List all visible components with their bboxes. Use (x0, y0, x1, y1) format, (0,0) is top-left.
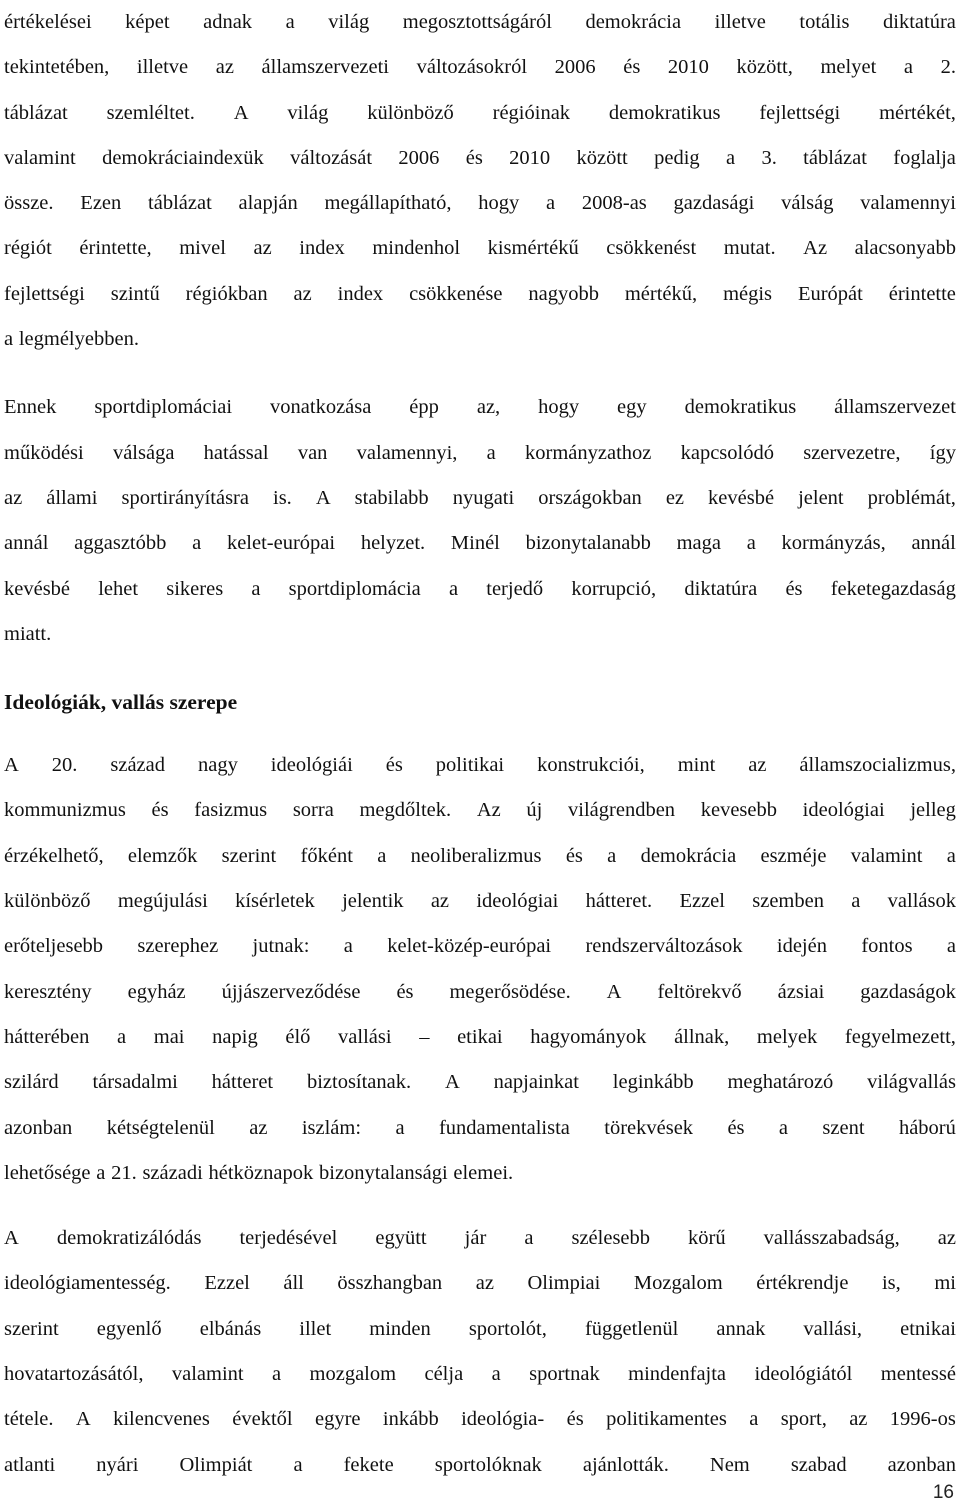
text-line: különböző megújulási kísérletek jelentik az ideológiai hátteret. Ezzel szemben a vallások (4, 890, 956, 913)
text-line: értékelései képet adnak a világ megosztottságáról demokrácia illetve totális diktatúra (4, 11, 956, 33)
text-line: annál aggasztóbb a kelet-európai helyzet. Minél bizonytalanabb maga a kormányzás, annál (4, 532, 956, 555)
paragraph-olympic-movement (4, 1216, 956, 1488)
text-line: fejlettségi szintű régiókban az index csökkenése nagyobb mértékű, mégis Európát érintette (4, 282, 956, 305)
paragraph-gap (4, 1196, 956, 1216)
text-line: ideológiamentesség. Ezzel áll összhangban az Olimpiai Mozgalom értékrendje is, mi (4, 1272, 956, 1295)
text-line: A 20. század nagy ideológiái és politikai konstrukciói, mint az államszocializmus, (4, 754, 956, 777)
text-line: kevésbé lehet sikeres a sportdiplomácia a terjedő korrupció, diktatúra és feketegazdaság (4, 577, 956, 600)
text-line: össze. Ezen táblázat alapján megállapítható, hogy a 2008-as gazdasági válság valamennyi (4, 192, 956, 215)
paragraph-gap (4, 725, 956, 743)
text-line: valamint demokráciaindexük változását 2006 és 2010 között pedig a 3. táblázat foglalja (4, 146, 956, 169)
text-line: szilárd társadalmi hátteret biztosítanak. A napjainkat leginkább meghatározó világvallás (4, 1071, 956, 1094)
paragraph-gap (4, 657, 956, 680)
page-number: 16 (932, 1482, 954, 1503)
text-line: hátterében a mai napig élő vallási – etikai hagyományok állnak, melyek fegyelmezett, (4, 1025, 956, 1048)
text-line: miatt. (4, 622, 52, 645)
text-line: Ennek sportdiplomáciai vonatkozása épp az, hogy egy demokratikus államszervezet (4, 396, 956, 419)
text-line: az állami sportirányításra is. A stabilabb nyugati országokban ez kevésbé jelent problémát, (4, 486, 956, 509)
text-line: régiót érintette, mivel az index mindenhol kismértékű csökkenést mutat. Az alacsonyabb (4, 237, 956, 260)
text-line: tekintetében, illetve az államszervezeti változásokról 2006 és 2010 között, melyet a 2. (4, 56, 956, 79)
paragraph-democracy-index (4, 0, 956, 362)
paragraph-ideologies (4, 743, 956, 1196)
text-line: szerint egyenlő elbánás illet minden sportolót, függetlenül annak vallási, etnikai (4, 1317, 956, 1340)
text-line: hovatartozásától, valamint a mozgalom célja a sportnak mindenfajta ideológiától mentessé (4, 1363, 956, 1386)
text-line: táblázat szemléltet. A világ különböző régióinak demokratikus fejlettségi mértékét, (4, 101, 956, 124)
paragraph-sport-diplomacy (4, 385, 956, 657)
text-line: azonban kétségtelenül az iszlám: a fundamentalista törekvések és a szent háború (4, 1116, 956, 1139)
text-line: lehetősége a 21. századi hétköznapok bizonytalansági elemei. (4, 1161, 514, 1184)
text-line: A demokratizálódás terjedésével együtt jár a szélesebb körű vallásszabadság, az (4, 1227, 956, 1250)
section-heading: Ideológiák, vallás szerepe (4, 690, 238, 715)
text-line: a legmélyebben. (4, 328, 139, 351)
text-line: erőteljesebb szerephez jutnak: a kelet-közép-európai rendszerváltozások idején fontos a (4, 935, 956, 958)
text-line: atlanti nyári Olimpiát a fekete sportolóknak ajánlották. Nem szabad azonban (4, 1453, 956, 1476)
paragraph-gap (4, 362, 956, 385)
text-line: kommunizmus és fasizmus sorra megdőltek. Az új világrendben kevesebb ideológiai jelleg (4, 799, 956, 822)
text-line: keresztény egyház újjászerveződése és megerősödése. A feltörekvő ázsiai gazdaságok (4, 980, 956, 1003)
text-line: érzékelhető, elemzők szerint főként a neoliberalizmus és a demokrácia eszméje valamint a (4, 844, 956, 867)
document-page (4, 0, 956, 1488)
text-line: működési válsága hatással van valamennyi, a kormányzathoz kapcsolódó szervezetre, így (4, 441, 956, 464)
text-line: tétele. A kilencvenes évektől egyre inkább ideológia- és politikamentes a sport, az 1996-os (4, 1408, 956, 1431)
